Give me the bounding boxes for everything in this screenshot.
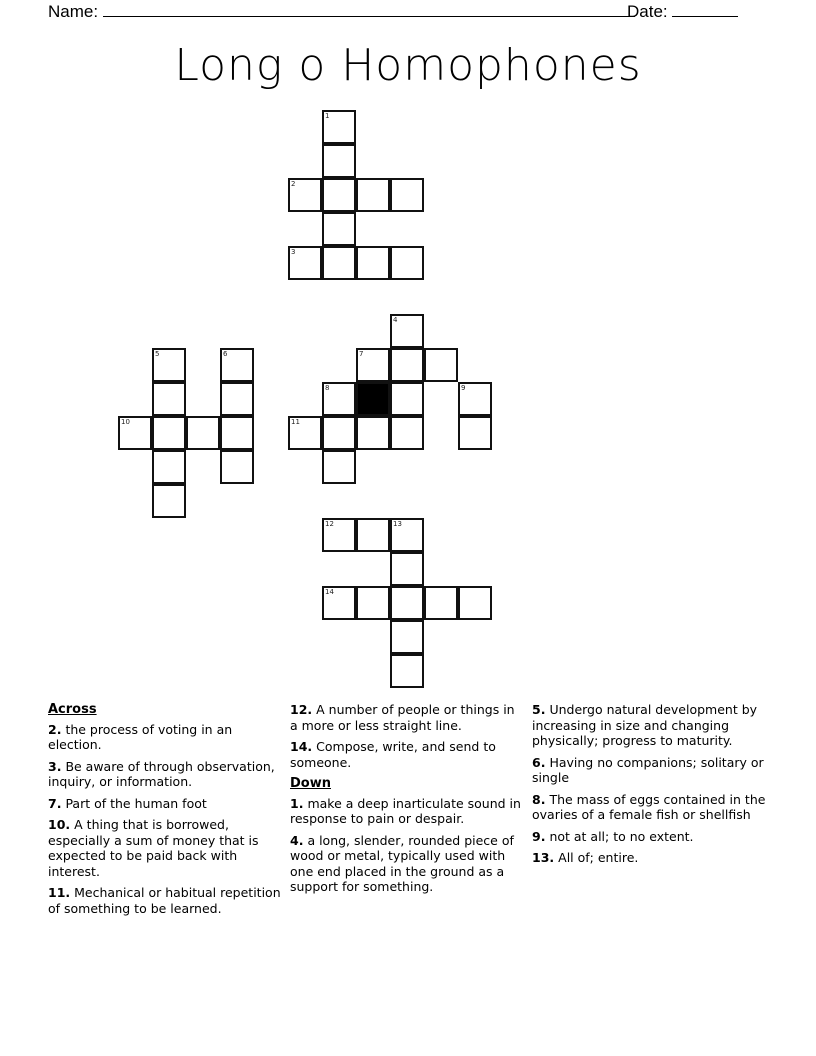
grid-cell[interactable]: [390, 416, 424, 450]
clue-down-1: 1. make a deep inarticulate sound in response to pain or despair.: [290, 795, 521, 826]
grid-cell[interactable]: [152, 348, 186, 382]
grid-cell[interactable]: [152, 416, 186, 450]
grid-cell[interactable]: [390, 586, 424, 620]
date-label: Date:: [627, 2, 668, 21]
grid-cell[interactable]: [322, 450, 356, 484]
black-cell: [356, 382, 390, 416]
clue-down-6: 6. Having no companions; solitary or single: [532, 754, 764, 785]
grid-cell[interactable]: [152, 450, 186, 484]
clue-down-9: 9. not at all; to no extent.: [532, 828, 694, 844]
grid-cell[interactable]: [390, 314, 424, 348]
clue-number: 5: [155, 350, 160, 358]
grid-cell[interactable]: [220, 416, 254, 450]
clue-across-11: 11. Mechanical or habitual repetition of something to be learned.: [48, 885, 281, 916]
grid-cell[interactable]: [322, 110, 356, 144]
clue-across-10: 10. A thing that is borrowed, especially a sum of money that is expected to be paid back with interest.: [48, 817, 259, 879]
grid-cell[interactable]: [356, 348, 390, 382]
down-heading: Down: [290, 776, 331, 791]
grid-cell[interactable]: [322, 416, 356, 450]
clue-number: 10: [121, 418, 130, 426]
grid-cell[interactable]: [220, 450, 254, 484]
grid-cell[interactable]: [390, 348, 424, 382]
clue-down-4: 4. a long, slender, rounded piece of wood or metal, typically used with one end placed in the ground as a support for something.: [290, 832, 514, 894]
grid-cell[interactable]: [424, 348, 458, 382]
clue-across-7: 7. Part of the human foot: [48, 795, 207, 811]
clues-column-1: [48, 702, 284, 922]
grid-cell[interactable]: [322, 518, 356, 552]
grid-cell[interactable]: [356, 518, 390, 552]
grid-cell[interactable]: [288, 178, 322, 212]
clue-number: 12: [325, 520, 334, 528]
grid-cell[interactable]: [152, 382, 186, 416]
clue-number: 2: [291, 180, 296, 188]
grid-cell[interactable]: [390, 246, 424, 280]
clues-column-2: [290, 702, 522, 901]
grid-cell[interactable]: [390, 518, 424, 552]
clue-number: 14: [325, 588, 334, 596]
grid-cell[interactable]: [390, 382, 424, 416]
grid-cell[interactable]: [424, 586, 458, 620]
page-title: Long o Homophones: [174, 40, 642, 91]
across-heading: Across: [48, 702, 97, 717]
grid-cell[interactable]: [322, 586, 356, 620]
clue-across-3: 3. Be aware of through observation, inquiry, or information.: [48, 758, 275, 789]
grid-cell[interactable]: [356, 586, 390, 620]
clue-number: 13: [393, 520, 402, 528]
clue-number: 9: [461, 384, 466, 392]
grid-cell[interactable]: [458, 416, 492, 450]
clue-number: 7: [359, 350, 364, 358]
clue-across-12: 12. A number of people or things in a more or less straight line.: [290, 702, 515, 733]
grid-cell[interactable]: [118, 416, 152, 450]
grid-cell[interactable]: [288, 246, 322, 280]
clue-down-8: 8. The mass of eggs contained in the ovaries of a female fish or shellfish: [532, 791, 766, 822]
clue-number: 3: [291, 248, 296, 256]
grid-cell[interactable]: [356, 416, 390, 450]
grid-cell[interactable]: [186, 416, 220, 450]
clue-number: 6: [223, 350, 228, 358]
grid-cell[interactable]: [390, 620, 424, 654]
grid-cell[interactable]: [288, 416, 322, 450]
grid-cell[interactable]: [458, 586, 492, 620]
grid-cell[interactable]: [322, 212, 356, 246]
grid-cell[interactable]: [152, 484, 186, 518]
grid-cell[interactable]: [220, 382, 254, 416]
clue-number: 11: [291, 418, 300, 426]
clue-number: 4: [393, 316, 398, 324]
grid-cell[interactable]: [356, 178, 390, 212]
grid-cell[interactable]: [220, 348, 254, 382]
grid-cell[interactable]: [390, 552, 424, 586]
grid-cell[interactable]: [322, 246, 356, 280]
grid-cell[interactable]: [322, 178, 356, 212]
clue-number: 8: [325, 384, 330, 392]
clue-down-13: 13. All of; entire.: [532, 850, 639, 865]
grid-cell[interactable]: [356, 246, 390, 280]
name-label: Name:: [48, 2, 99, 21]
clue-across-14: 14. Compose, write, and send to someone.: [290, 739, 496, 770]
grid-cell[interactable]: [322, 144, 356, 178]
grid-cell[interactable]: [322, 382, 356, 416]
clue-down-5: 5. Undergo natural development by increasing in size and changing physically; progress to maturity.: [532, 702, 758, 748]
grid-cell[interactable]: [390, 654, 424, 688]
clues-column-3: [532, 702, 768, 872]
grid-cell[interactable]: [390, 178, 424, 212]
clue-across-2: 2. the process of voting in an election.: [48, 721, 233, 752]
clue-number: 1: [325, 112, 330, 120]
grid-cell[interactable]: [458, 382, 492, 416]
